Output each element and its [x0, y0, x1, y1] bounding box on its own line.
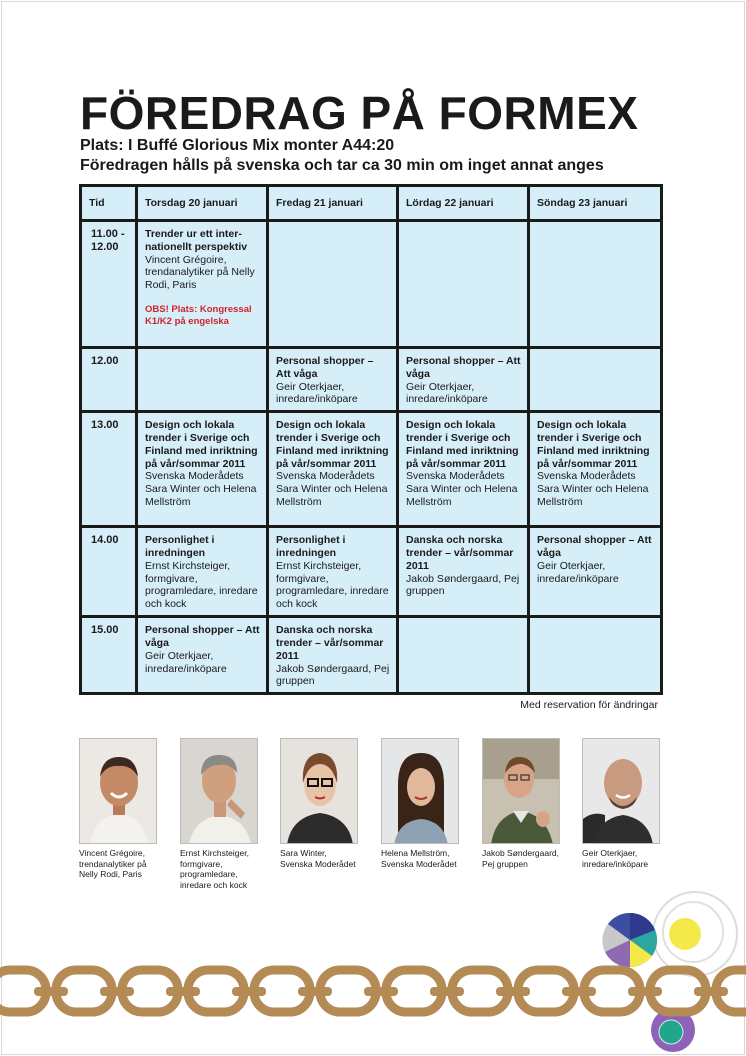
speaker-card [582, 738, 660, 869]
speaker-caption: Geir Oterkjaer, inredare/inköpare [582, 848, 649, 869]
event-title: Personlighet i inredningen [276, 534, 346, 559]
event-title: Personal shopper – Att våga [145, 624, 260, 649]
event-title: Design och lokala trender i Sverige och Finland med inriktning på vår/sommar 2011 [406, 419, 519, 470]
event-speaker: Jakob Søndergaard, Pej gruppen [276, 662, 390, 688]
speaker-photo [381, 738, 459, 844]
reservation-note: Med reservation för ändringar [520, 699, 658, 711]
portrait-image [281, 739, 358, 844]
event-cell [268, 348, 398, 412]
event-title: Design och lokala trender i Sverige och Finland med inriktning på vår/sommar 2011 [145, 419, 258, 470]
header-thursday: Torsdag 20 januari [137, 186, 268, 221]
location-line: Plats: I Buffé Glorious Mix monter A44:20 [80, 137, 395, 154]
event-cell [137, 412, 268, 527]
event-cell [137, 527, 268, 617]
speaker-photo [280, 738, 358, 844]
speaker-caption: Jakob Søndergaard, Pej gruppen [482, 848, 560, 869]
event-cell [529, 527, 662, 617]
speaker-card [79, 738, 157, 880]
header-friday: Fredag 21 januari [268, 186, 398, 221]
table-row [81, 221, 662, 348]
speaker-caption: Helena Mellström, Svenska Moderådet [381, 848, 457, 869]
time-cell: 13.00 [81, 412, 137, 527]
event-speaker: Jakob Søndergaard, Pej gruppen [406, 572, 520, 598]
event-cell [398, 617, 529, 694]
table-row [81, 527, 662, 617]
schedule-table [79, 184, 663, 695]
event-speaker: Ernst Kirchsteiger, formgivare, programledare, inredare och kock [145, 559, 258, 611]
event-cell [529, 617, 662, 694]
event-speaker: Geir Oterkjaer, inredare/inköpare [145, 649, 227, 675]
event-speaker: Geir Oterkjaer, inredare/inköpare [406, 380, 488, 406]
time-cell: 11.00 - 12.00 [81, 221, 137, 348]
speaker-photo [482, 738, 560, 844]
table-header-row [81, 186, 662, 221]
event-cell [529, 348, 662, 412]
event-cell [137, 617, 268, 694]
event-cell [398, 221, 529, 348]
event-title: Personal shopper – Att våga [537, 534, 652, 559]
event-cell [398, 412, 529, 527]
header-sunday: Söndag 23 januari [529, 186, 662, 221]
table-row [81, 348, 662, 412]
event-cell [529, 412, 662, 527]
event-cell [268, 412, 398, 527]
time-cell: 15.00 [81, 617, 137, 694]
event-cell [398, 527, 529, 617]
event-title: Personlighet i inredningen [145, 534, 215, 559]
table-row [81, 412, 662, 527]
speaker-card [482, 738, 560, 869]
speaker-caption: Ernst Kirchsteiger, formgivare, programledare, inredare och kock [180, 848, 249, 890]
event-cell [268, 527, 398, 617]
obs-note: OBS! Plats: Kongressal K1/K2 på engelska [145, 303, 252, 327]
speaker-card [180, 738, 258, 890]
event-title: Danska och norska trender – vår/sommar 2011 [276, 624, 384, 662]
event-speaker: Vincent Grégoire, trendanalytiker på Nelly Rodi, Paris [145, 253, 255, 292]
speaker-caption: Vincent Grégoire, trendanalytiker på Nelly Rodi, Paris [79, 848, 147, 879]
time-cell: 12.00 [81, 348, 137, 412]
event-speaker: Geir Oterkjaer, inredare/inköpare [276, 380, 358, 406]
portrait-image [583, 739, 660, 844]
speaker-caption: Sara Winter, Svenska Moderådet [280, 848, 356, 869]
event-speaker: Geir Oterkjaer, inredare/inköpare [537, 559, 619, 585]
event-cell [137, 348, 268, 412]
event-cell [137, 221, 268, 348]
portrait-image [382, 739, 459, 844]
speaker-portraits [79, 738, 660, 898]
event-cell [529, 221, 662, 348]
event-speaker: Svenska Moderådets Sara Winter och Helena Mellström [276, 470, 388, 508]
header-time: Tid [81, 186, 137, 221]
event-title: Danska och norska trender – vår/sommar 2011 [406, 534, 514, 572]
speaker-card [381, 738, 459, 869]
speaker-photo [79, 738, 157, 844]
header-saturday: Lördag 22 januari [398, 186, 529, 221]
event-cell [268, 221, 398, 348]
speaker-photo [582, 738, 660, 844]
event-speaker: Svenska Moderådets Sara Winter och Helena Mellström [406, 470, 518, 508]
time-cell: 14.00 [81, 527, 137, 617]
portrait-image [181, 739, 258, 844]
language-line: Föredragen hålls på svenska och tar ca 30 min om inget annat anges [80, 157, 604, 174]
table-row [81, 617, 662, 694]
decorative-chain [0, 962, 746, 1022]
page-title: FÖREDRAG PÅ FORMEX [80, 87, 639, 139]
speaker-card [280, 738, 358, 869]
event-cell [268, 617, 398, 694]
event-speaker: Ernst Kirchsteiger, formgivare, programledare, inredare och kock [276, 559, 389, 611]
event-speaker: Svenska Moderådets Sara Winter och Helena Mellström [145, 470, 257, 508]
event-title: Personal shopper – Att våga [276, 355, 374, 380]
speaker-photo [180, 738, 258, 844]
event-title: Design och lokala trender i Sverige och Finland med inriktning på vår/sommar 2011 [276, 419, 389, 470]
portrait-image [483, 739, 560, 844]
event-title: Personal shopper – Att våga [406, 355, 521, 380]
event-title: Design och lokala trender i Sverige och Finland med inriktning på vår/sommar 2011 [537, 419, 650, 470]
event-title: Trender ur ett inter-nationellt perspektiv [145, 228, 248, 253]
event-cell [398, 348, 529, 412]
event-speaker: Svenska Moderådets Sara Winter och Helena Mellström [537, 470, 649, 508]
portrait-image [80, 739, 157, 844]
